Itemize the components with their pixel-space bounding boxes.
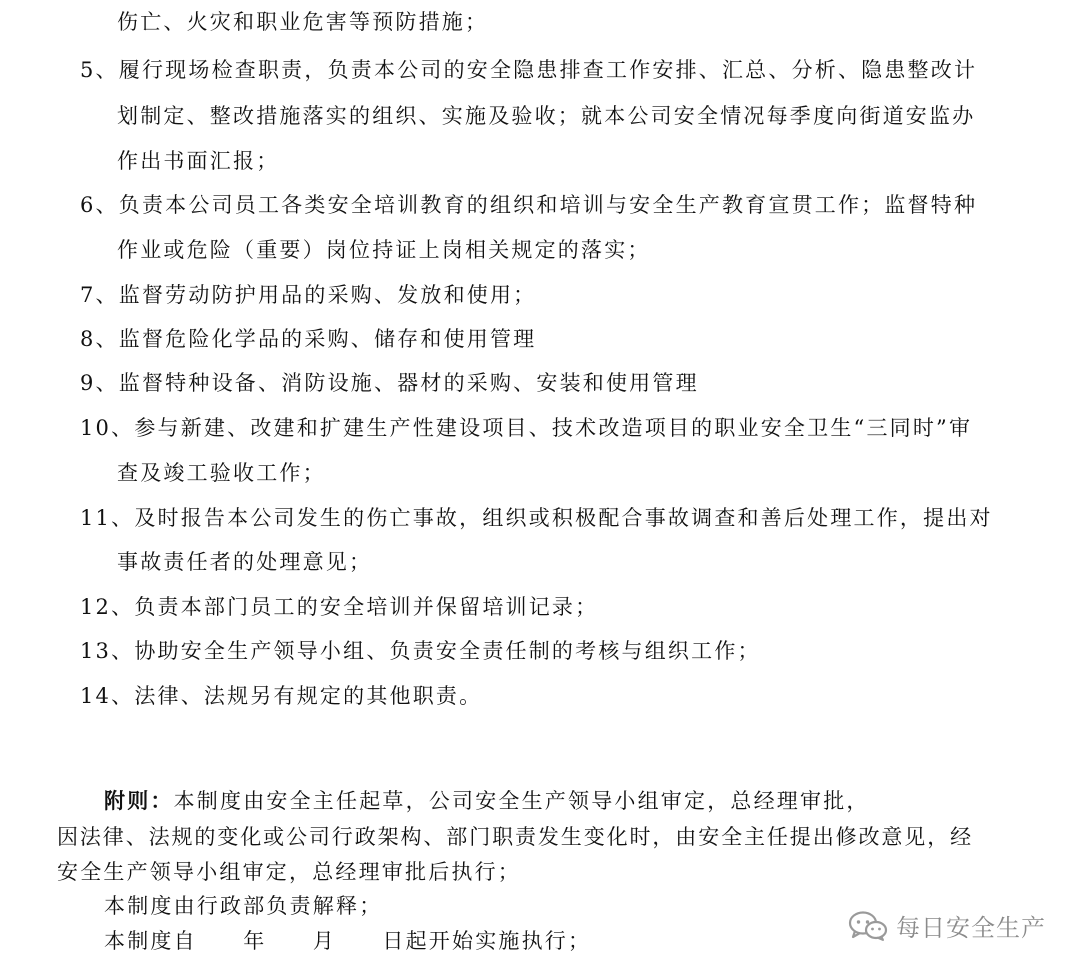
item-14-number: 14、 — [80, 684, 135, 708]
item-10-line-1 — [80, 413, 972, 443]
item-10-text-1: 参与新建、改建和扩建生产性建设项目、技术改造项目的职业安全卫生“三同时”审 — [134, 416, 973, 440]
item-5-line-2: 划制定、整改措施落实的组织、实施及验收；就本公司安全情况每季度向街道安监办 — [117, 104, 976, 128]
watermark-text: 每日安全生产 — [896, 914, 1046, 942]
item-11-text-1: 及时报告本公司发生的伤亡事故，组织或积极配合事故调查和善后处理工作，提出对 — [134, 506, 993, 530]
item-6-line-2: 作业或危险（重要）岗位持证上岗相关规定的落实； — [117, 238, 651, 262]
item-6-text-1: 负责本公司员工各类安全培训教育的组织和培训与安全生产教育宣贯工作；监督特种 — [118, 193, 978, 217]
item-11-line-2: 事故责任者的处理意见； — [117, 550, 373, 574]
item-6-line-1 — [80, 190, 977, 220]
item-10-line-2: 查及竣工验收工作； — [117, 461, 326, 485]
item-9-text: 监督特种设备、消防设施、器材的采购、安装和使用管理 — [118, 371, 699, 395]
item-9 — [80, 368, 699, 398]
wechat-icon — [848, 910, 888, 942]
item-8-text: 监督危险化学品的采购、储存和使用管理 — [118, 327, 537, 351]
appendix-label: 附则： — [104, 788, 174, 813]
appendix-line-5: 本制度自 年 月 日起开始实施执行； — [104, 929, 592, 953]
item-5-line-1 — [80, 55, 977, 85]
item-11-number: 11、 — [80, 506, 135, 530]
item-13-number: 13、 — [80, 639, 135, 663]
item-5-line-3: 作出书面汇报； — [117, 149, 280, 173]
appendix-line-2: 因法律、法规的变化或公司行政架构、部门职责发生变化时，由安全主任提出修改意见，经 — [57, 825, 973, 849]
item-6-number: 6、 — [80, 193, 119, 217]
item-14 — [80, 681, 482, 711]
item-12-text: 负责本部门员工的安全培训并保留培训记录； — [134, 595, 599, 619]
item-13-text: 协助安全生产领导小组、负责安全责任制的考核与组织工作； — [134, 639, 761, 663]
item-7-number: 7、 — [80, 283, 119, 307]
appendix-line-3: 安全生产领导小组审定，总经理审批后执行； — [57, 860, 521, 884]
item-11-line-1 — [80, 503, 993, 533]
item-8-number: 8、 — [80, 327, 119, 351]
item-12 — [80, 592, 598, 622]
item-4-continuation: 伤亡、火灾和职业危害等预防措施； — [117, 10, 489, 34]
item-10-number: 10、 — [80, 416, 135, 440]
item-5-number: 5、 — [80, 58, 119, 82]
watermark — [848, 908, 1046, 943]
item-5-text-1: 履行现场检查职责，负责本公司的安全隐患排查工作安排、汇总、分析、隐患整改计 — [118, 58, 978, 82]
item-7 — [80, 280, 536, 310]
item-12-number: 12、 — [80, 595, 135, 619]
appendix-line-4: 本制度由行政部负责解释； — [104, 894, 383, 918]
item-14-text: 法律、法规另有规定的其他职责。 — [134, 684, 483, 708]
appendix-line-1 — [104, 786, 870, 816]
item-9-number: 9、 — [80, 371, 119, 395]
item-8 — [80, 324, 536, 354]
item-13 — [80, 636, 761, 666]
item-7-text: 监督劳动防护用品的采购、发放和使用； — [118, 283, 537, 307]
appendix-text-1: 本制度由安全主任起草，公司安全生产领导小组审定，总经理审批， — [173, 789, 870, 813]
